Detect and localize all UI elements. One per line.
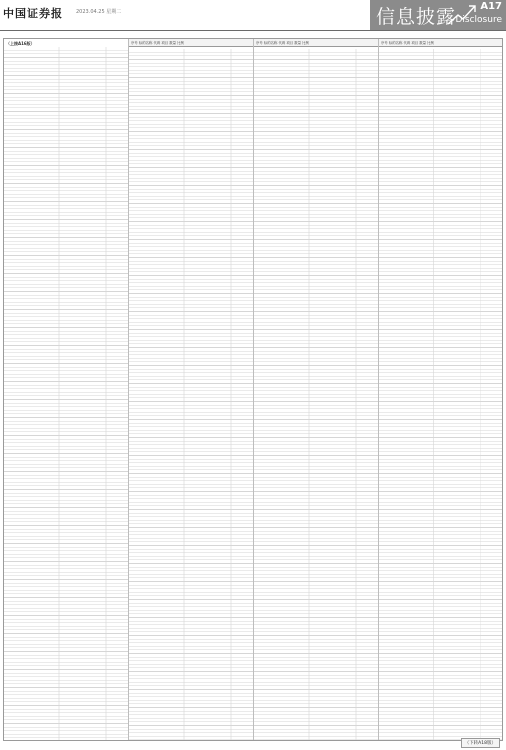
table-rows <box>254 49 378 740</box>
disclosure-table-area <box>3 38 503 741</box>
section-title-en: Disclosure <box>455 15 502 25</box>
issue-date: 2023.04.25 星期二 <box>76 9 122 15</box>
continued-on-label: （下转A18版） <box>461 738 500 748</box>
table-rows <box>129 49 253 740</box>
page-number: A17 <box>480 1 502 12</box>
column-header: 序号 标的名称 代码 项目 数量 比例 <box>129 39 253 47</box>
masthead <box>0 0 506 31</box>
section-title-band <box>370 0 506 30</box>
table-rows <box>4 47 128 740</box>
text-column-3 <box>254 39 379 740</box>
table-rows <box>379 49 502 740</box>
section-title-cn: 信息披露 <box>376 6 457 28</box>
text-column-2 <box>129 39 254 740</box>
continued-from-label: （上接A16版） <box>6 41 35 46</box>
text-column-1 <box>4 39 129 740</box>
column-header: 序号 标的名称 代码 项目 数量 比例 <box>379 39 502 47</box>
text-column-4 <box>379 39 502 740</box>
newspaper-logo: 中国证券报 <box>3 7 63 20</box>
column-header: 序号 标的名称 代码 项目 数量 比例 <box>254 39 378 47</box>
